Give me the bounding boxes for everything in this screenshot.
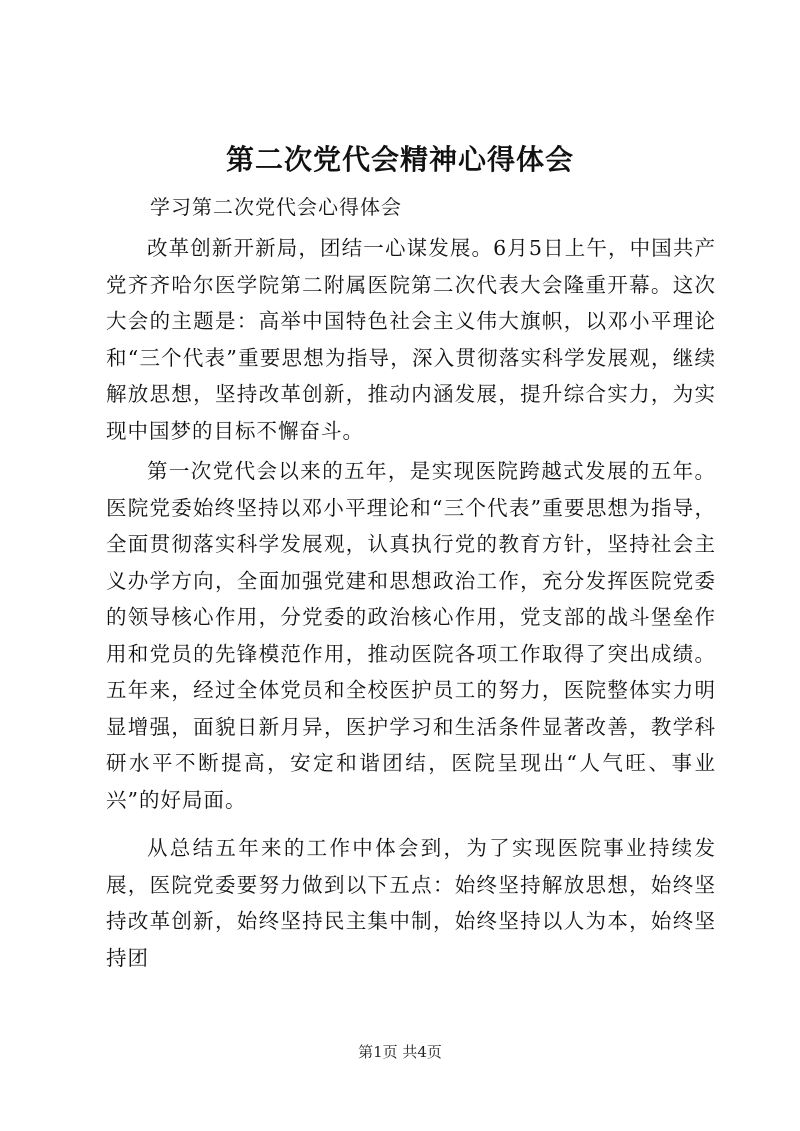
paragraph-1: 改革创新开新局，团结一心谋发展。6月5日上午，中国共产党齐齐哈尔医学院第二附属医院第二次代表大会隆重开幕。这次大会的主题是：高举中国特色社会主义伟大旗帜，以邓小平理论和“三个代表”重要思想为指导，深入贯彻落实科学发展观，继续解放思想，坚持改革创新，推动内涵发展，提升综合实力，为实现中国梦的目标不懈奋斗。 (106, 236, 716, 443)
page-title: 第二次党代会精神心得体会 (225, 143, 574, 176)
paragraph-3: 从总结五年来的工作中体会到，为了实现医院事业持续发展，医院党委要努力做到以下五点：始终坚持解放思想，始终坚持改革创新，始终坚持民主集中制，始终坚持以人为本，始终坚持团 (106, 836, 716, 970)
document-body (106, 230, 716, 976)
document-subtitle: 学习第二次党代会心得体会 (150, 195, 402, 219)
paragraph-2: 第一次党代会以来的五年，是实现医院跨越式发展的五年。医院党委始终坚持以邓小平理论和“三个代表”重要思想为指导，全面贯彻落实科学发展观，认真执行党的教育方针，坚持社会主义办学方向，全面加强党建和思想政治工作，充分发挥医院党委的领导核心作用，分党委的政治核心作用，党支部的战斗堡垒作用和党员的先锋模范作用，推动医院各项工作取得了突出成绩。五年来，经过全体党员和全校医护员工的努力，医院整体实力明显增强，面貌日新月异，医护学习和生活条件显著改善，教学科研水平不断提高，安定和谐团结，医院呈现出“人气旺、事业兴”的好局面。 (106, 459, 716, 812)
page-number-footer: 第1页 共4页 (358, 1043, 442, 1061)
